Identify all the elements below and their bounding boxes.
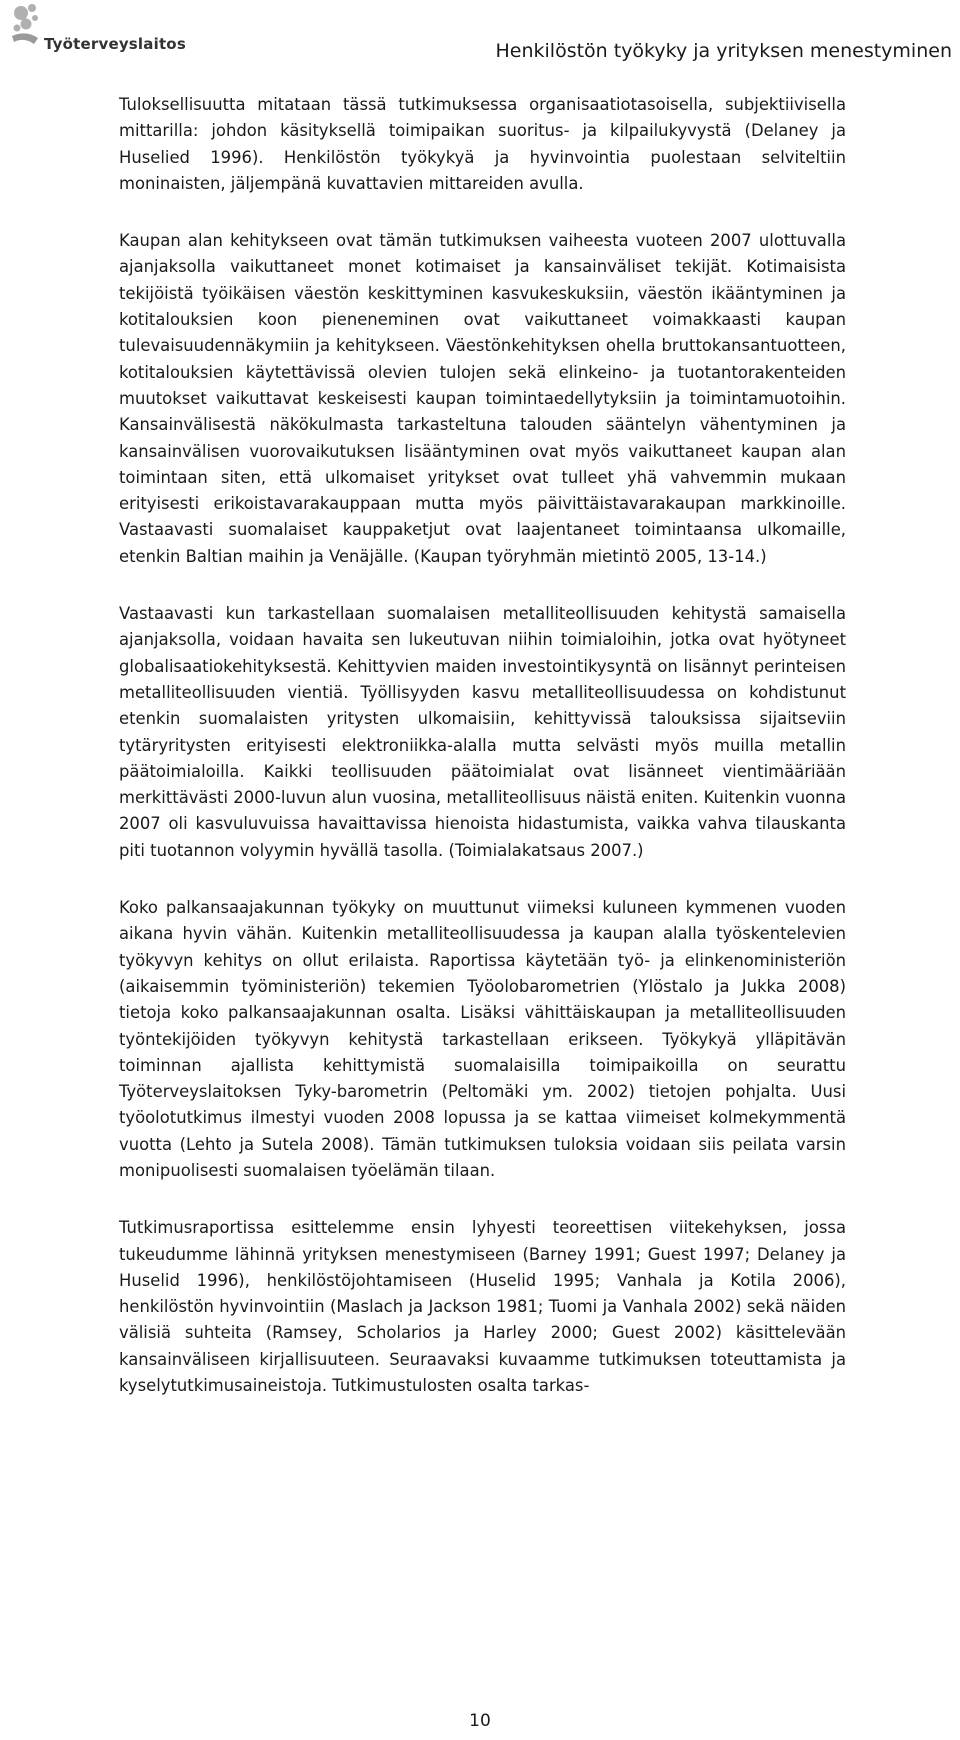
paragraph: Tuloksellisuutta mitataan tässä tutkimuksessa organisaatiotasoisella, subjektiivisella mittarilla: johdon käsityksellä toimipaikan suoritus- ja kilpailukyvystä (Delaney ja Huselied 1996). Henkilöstön työkykyä ja hyvinvointia puolestaan selviteltiin moninaisten, jäljempänä kuvattavien mittareiden avulla. [119,95,846,193]
body-text [119,92,846,1430]
logo-text: Työterveyslaitos [44,35,186,53]
running-header: Henkilöstön työkyky ja yrityksen menestyminen [495,40,952,62]
paragraph: Kaupan alan kehitykseen ovat tämän tutkimuksen vaiheesta vuoteen 2007 ulottuvalla ajanjaksolla vaikuttaneet monet kotimaiset ja kansainväliset tekijät. Kotimaisista tekijöistä työikäisen väestön keskittyminen kasvukeskuksiin, väestön ikääntyminen ja kotitalouksien koon pieneneminen ovat vaikuttaneet voimakkaasti kaupan tulevaisuudennäkymiin ja kehitykseen. Väestönkehityksen ohella bruttokansantuotteen, kotitalouksien käytettävissä olevien tulojen sekä elinkeino- ja tuotantorakenteiden muutokset vaikuttavat keskeisesti kaupan toimintaedellytyksiin ja toimintamuotoihin. Kansainvälisestä näkökulmasta tarkasteltuna talouden sääntelyn vähentyminen ja kansainvälisen vuorovaikutuksen lisääntyminen ovat myös vaikuttaneet kaupan alan toimintaan siten, että ulkomaiset yritykset ovat tulleet yhä vahvemmin mukaan erityisesti erikoistavarakauppaan mutta myös päivittäistavarakaupan markkinoille. Vastaavasti suomalaiset kauppaketjut ovat laajentaneet toimintaansa ulkomaille, etenkin Baltian maihin ja Venäjälle. (Kaupan työryhmän mietintö 2005, 13-14.) [119,231,846,566]
paragraph: Koko palkansaajakunnan työkyky on muuttunut viimeksi kuluneen kymmenen vuoden aikana hyvin vähän. Kuitenkin metalliteollisuudessa ja kaupan alalla työskentelevien työkyvyn kehitys on ollut erilaista. Raportissa käytetään työ- ja elinkenoministeriön (aikaisemmin työministeriön) tekemien Työolobarometrien (Ylöstalo ja Jukka 2008) tietoja koko palkansaajakunnan osalta. Lisäksi vähittäiskaupan ja metalliteollisuuden työntekijöiden työkyvyn kehitystä tarkastellaan erikseen. Työkykyä ylläpitävän toiminnan ajallista kehittymistä suomalaisilla toimipaikoilla on seurattu Työterveyslaitoksen Tyky-barometrin (Peltomäki ym. 2002) tietojen pohjalta. Uusi työolotutkimus ilmestyi vuoden 2008 lopussa ja se kattaa viimeiset kolmekymmentä vuotta (Lehto ja Sutela 2008). Tämän tutkimuksen tuloksia voidaan siis peilata varsin monipuolisesti suomalaisen työelämän tilaan. [119,898,846,1180]
paragraph: Vastaavasti kun tarkastellaan suomalaisen metalliteollisuuden kehitystä samaisella ajanjaksolla, voidaan havaita sen lukeutuvan niihin toimialoihin, jotka ovat hyötyneet globalisaatiokehityksestä. Kehittyvien maiden investointikysyntä on lisännyt perinteisen metalliteollisuuden vientiä. Työllisyyden kasvu metalliteollisuudessa on kohdistunut etenkin suomalaisten yritysten ulkomaisiin, kehittyvissä talouksissa sijaitseviin tytäryritysten erityisesti elektroniikka-alalla mutta selvästi myös muilla metallin päätoimialoilla. Kaikki teollisuuden päätoimialat ovat lisänneet vientimääriään merkittävästi 2000-luvun alun vuosina, metalliteollisuus näistä eniten. Kuitenkin vuonna 2007 oli kasvuluvuissa havaittavissa hienoista hidastumista, vaikka vahva tilauskanta piti tuotannon volyymin hyvällä tasolla. (Toimialakatsaus 2007.) [119,604,846,860]
paragraph: Tutkimusraportissa esittelemme ensin lyhyesti teoreettisen viitekehyksen, jossa tukeudumme lähinnä yrityksen menestymiseen (Barney 1991; Guest 1997; Delaney ja Huselid 1996), henkilöstöjohtamiseen (Huselid 1995; Vanhala ja Kotila 2006), henkilöstön hyvinvointiin (Maslach ja Jackson 1981; Tuomi ja Vanhala 2002) sekä näiden välisiä suhteita (Ramsey, Scholarios ja Harley 2000; Guest 2002) käsittelevään kansainväliseen kirjallisuuteen. Seuraavaksi kuvaamme tutkimuksen toteuttamista ja kyselytutkimusaineistoja. Tutkimustulosten osalta tarkas- [119,1218,846,1396]
page-number: 10 [469,1711,491,1731]
logo [8,4,186,56]
